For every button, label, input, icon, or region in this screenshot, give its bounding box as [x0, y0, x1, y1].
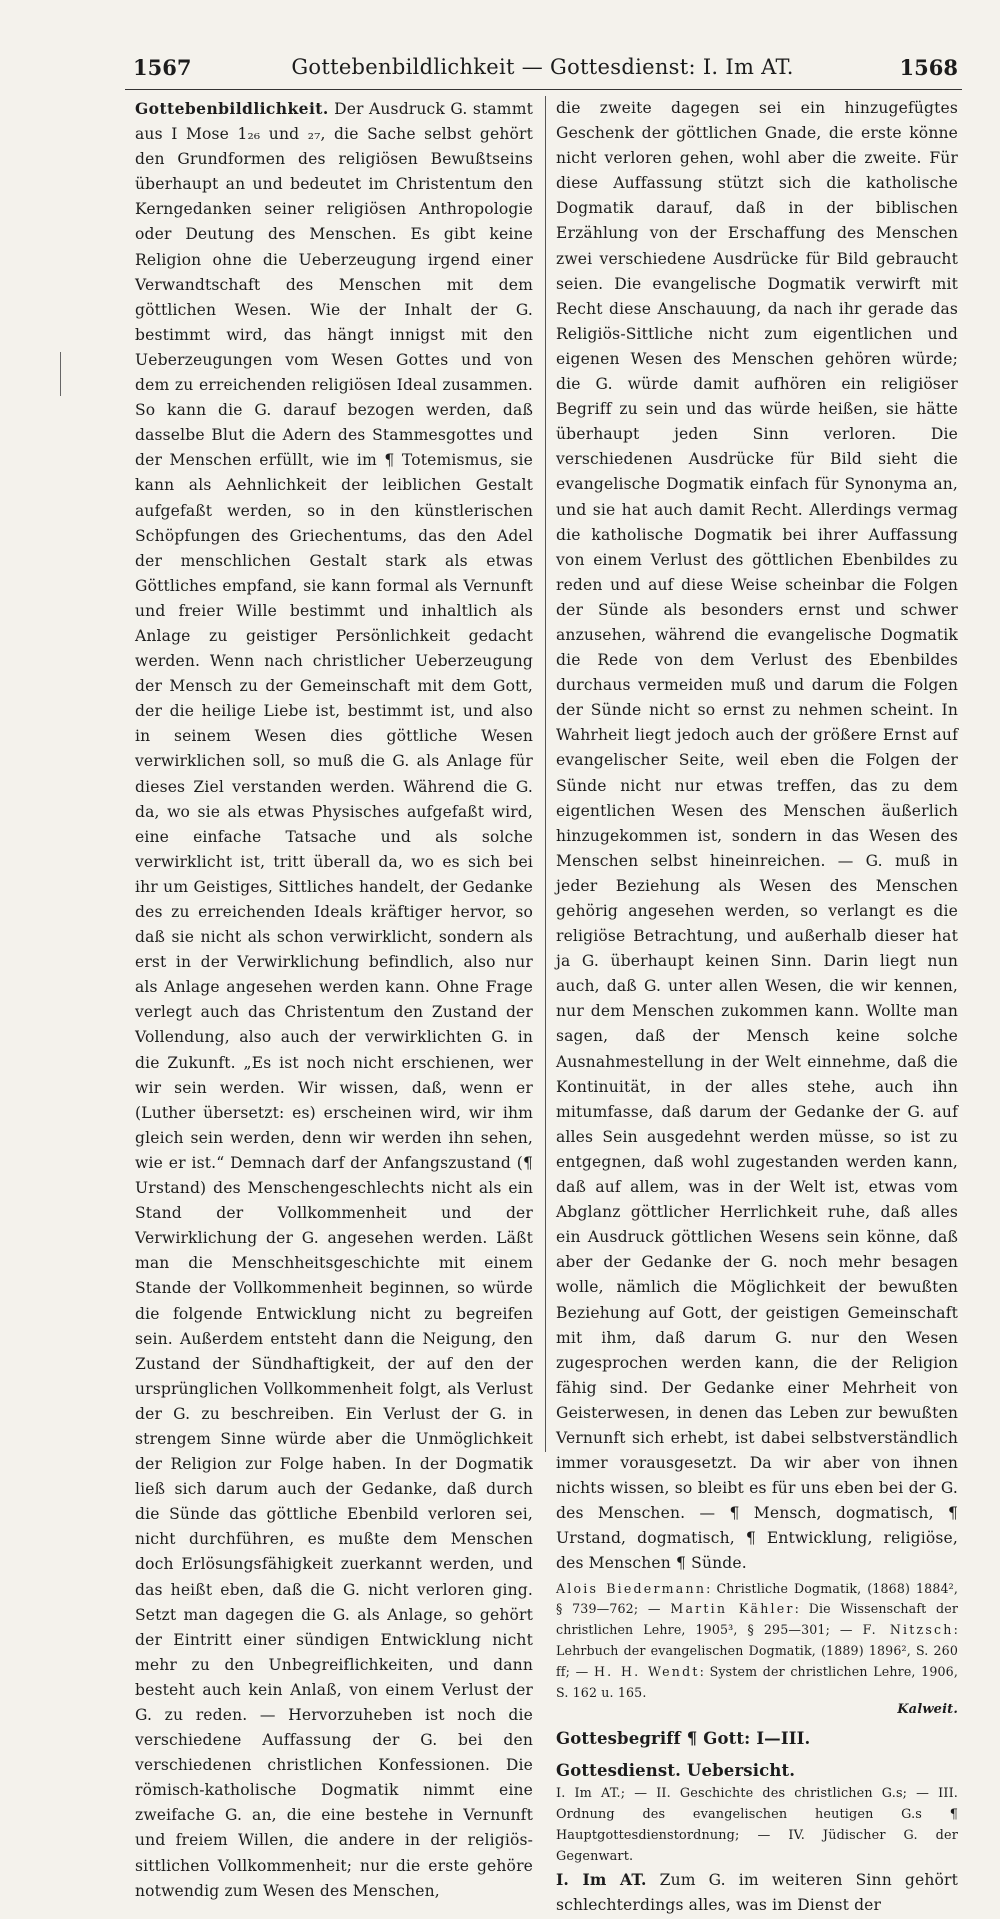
page-number-right: 1568 [899, 55, 958, 80]
article-lemma: Gottebenbildlichkeit. [135, 99, 329, 118]
margin-mark [60, 352, 61, 396]
bibliography [556, 1579, 958, 1704]
ref-text: : System der christlichen Lehre, 1906, S. 162 u. 165. [556, 1663, 958, 1700]
ref-text: : Lehrbuch der evangelischen Dogmatik, (1889) 1896², S. 260 ff; — [556, 1622, 958, 1679]
ref-author: Martin Kähler [670, 1601, 795, 1617]
right-column [556, 96, 958, 1919]
page-header [125, 55, 960, 83]
header-rule [125, 89, 962, 90]
section-label: I. Im AT. [556, 1870, 647, 1890]
ref-author: H. H. Wendt [593, 1663, 700, 1679]
column-divider [545, 96, 546, 1452]
article-overview: I. Im AT.; — II. Geschichte des christlichen G.s; — III. Ordnung des evangelischen heutigen G.s ¶ Hauptgottesdienstordnung; — IV. Jüdischer G. der Gegenwart. [556, 1786, 958, 1865]
article-body-left: Der Ausdruck G. stammt aus I Mose 1₂₆ und ₂₇, die Sache selbst gehört den Grundformen des religiösen Bewußtseins überhaupt an und bedeutet im Christentum den Kerngedanken seiner religiösen Anthropologie oder Deutung des Menschen. Es gibt keine Religion ohne die Ueberzeugung irgend einer Verwandtschaft des Menschen mit dem göttlichen Wesen. Wie der Inhalt der G. bestimmt wird, das hängt innigst mit den Ueberzeugungen vom Wesen Gottes und von dem zu erreichenden religiösen Ideal zusammen. So kann die G. darauf bezogen werden, daß dasselbe Blut die Adern des Stammesgottes und der Menschen erfüllt, wie im ¶ Totemismus, sie kann als Aehnlichkeit der leiblichen Gestalt aufgefaßt werden, so in den künstlerischen Schöpfungen des Griechentums, das den Adel der menschlichen Gestalt stark als etwas Göttliches empfand, sie kann formal als Vernunft und freier Wille bestimmt und inhaltlich als Anlage zu geistiger Persönlichkeit gedacht werden. Wenn nach christlicher Ueberzeugung der Mensch zu der Gemeinschaft mit dem Gott, der die heilige Liebe ist, bestimmt ist, und also in seinem Wesen dies göttliche Wesen verwirklichen soll, so muß die G. als Anlage für dieses Ziel verstanden werden. Während die G. da, wo sie als etwas Physisches aufgefaßt wird, eine einfache Tatsache und als solche verwirklicht ist, tritt überall da, wo es sich bei ihr um Geistiges, Sittliches handelt, der Gedanke des zu erreichenden Ideals kräftiger hervor, so daß sie nicht als schon verwirklicht, sondern als erst in der Verwirklichung befindlich, also nur als Anlage angesehen werden kann. Ohne Frage verlegt auch das Christentum den Zustand der Vollendung, also auch der verwirklichten G. in die Zukunft. „Es ist noch nicht erschienen, wer wir sein werden. Wir wissen, daß, wenn er (Luther übersetzt: es) erscheinen wird, wir ihm gleich sein werden, denn wir werden ihn sehen, wie er ist.“ Demnach darf der Anfangszustand (¶ Urstand) des Menschengeschlechts nicht als ein Stand der Vollkommenheit und der Verwirklichung der G. angesehen werden. Läßt man die Menschheitsgeschichte mit einem Stande der Vollkommenheit beginnen, so würde die folgende Entwicklung nicht zu begreifen sein. Außerdem entsteht dann die Neigung, den Zustand der Sündhaftigkeit, der auf den der ursprünglichen Vollkommenheit folgt, als Verlust der G. zu beschreiben. Ein Verlust der G. in strengem Sinne würde aber die Unmöglichkeit der Religion zur Folge haben. In der Dogmatik ließ sich darum auch der Gedanke, daß durch die Sünde das göttliche Ebenbild verloren sei, nicht durchführen, es mußte dem Menschen doch Erlösungsfähigkeit zuerkannt werden, und das heißt eben, daß die G. nicht verloren ging. Setzt man dagegen die G. als Anlage, so gehört der Eintritt einer sündigen Entwicklung nicht mehr zu den Unbegreiflichkeiten, und dann besteht auch kein Anlaß, von einem Verlust der G. zu reden. — Hervorzuheben ist noch die verschiedene Auffassung der G. bei den verschiedenen christlichen Konfessionen. Die römisch-katholische Dogmatik nimmt eine zweifache G. an, die eine bestehe in Vernunft und freiem Willen, die andere in der religiös-sittlichen Vollkommenheit; nur die erste gehöre notwendig zum Wesen des Menschen, [135, 100, 533, 1900]
section-text: Zum G. im weiteren Sinn gehört schlechterdings alles, was im Dienst der [556, 1871, 958, 1915]
ref-author: F. Nitzsch [862, 1622, 954, 1638]
ref-author: Alois Biedermann [556, 1580, 707, 1596]
running-title: Gottebenbildlichkeit — Gottesdienst: I. Im AT. [291, 55, 794, 79]
ref-text: : Christliche Dogmatik, (1868) 1884², § 739—762; — [556, 1580, 958, 1617]
left-column [135, 96, 533, 1904]
article-author: Kalweit. [897, 1702, 958, 1718]
article-body-right: die zweite dagegen sei ein hinzugefügtes Geschenk der göttlichen Gnade, die erste könne nicht verloren gehen, wohl aber die zweite. Für diese Auffassung stützt sich die katholische Dogmatik darauf, daß in der biblischen Erzählung von der Erschaffung des Menschen zwei verschiedene Ausdrücke für Bild gebraucht seien. Die evangelische Dogmatik verwirft mit Recht diese Anschauung, da nach ihr gerade das Religiös-Sittliche nicht zum eigentlichen und eigenen Wesen des Menschen gehören würde; die G. würde damit aufhören ein religiöser Begriff zu sein und das würde heißen, sie hätte überhaupt jeden Sinn verloren. Die verschiedenen Ausdrücke für Bild sieht die evangelische Dogmatik einfach für Synonyma an, und sie hat auch damit Recht. Allerdings vermag die katholische Dogmatik bei ihrer Auffassung von einem Verlust des göttlichen Ebenbildes zu reden und auf diese Weise scheinbar die Folgen der Sünde als besonders ernst und schwer anzusehen, während die evangelische Dogmatik die Rede von dem Verlust des Ebenbildes durchaus vermeiden muß und darum die Folgen der Sünde nicht so ernst zu nehmen scheint. In Wahrheit liegt jedoch auch der größere Ernst auf evangelischer Seite, weil eben die Folgen der Sünde nicht nur etwas treffen, das zu dem eigentlichen Wesen des Menschen äußerlich hinzugekommen ist, sondern in das Wesen des Menschen selbst hineinreichen. — G. muß in jeder Beziehung als Wesen des Menschen gehörig angesehen werden, so verlangt es die religiöse Betrachtung, und außerhalb dieser hat ja G. überhaupt keinen Sinn. Darin liegt nun auch, daß G. unter allen Wesen, die wir kennen, nur dem Menschen zukommen kann. Wollte man sagen, daß der Mensch keine solche Ausnahmestellung in der Welt einnehme, daß die Kontinuität, in der alles stehe, auch ihn mitumfasse, daß darum der Gedanke der G. auf alles Sein ausgedehnt werden müsse, so ist zu entgegnen, daß wohl zugestanden werden kann, daß auf allem, was in der Welt ist, etwas vom Abglanz göttlicher Herrlichkeit ruhe, daß alles ein Ausdruck göttlichen Wesens sein könne, daß aber der Gedanke der G. noch mehr besagen wolle, nämlich die Möglichkeit der bewußten Beziehung auf Gott, der geistigen Gemeinschaft mit ihm, daß darum G. nur den Wesen zugesprochen werden kann, die der Religion fähig sind. Der Gedanke einer Mehrheit von Geisterwesen, in denen das Leben zur bewußten Vernunft sich erhebt, ist dabei selbstverständlich immer vorausgesetzt. Da wir aber von ihnen nichts wissen, so bleibt es für uns eben bei der G. des Menschen. — ¶ Mensch, dogmatisch, ¶ Urstand, dogmatisch, ¶ Entwicklung, religiöse, des Menschen ¶ Sünde. [556, 99, 958, 1573]
article-paragraph [135, 96, 533, 1904]
page-number-left: 1567 [133, 55, 192, 80]
section-paragraph [556, 1867, 958, 1918]
ref-text: : Die Wissenschaft der christlichen Lehre, 1905³, § 295—301; — [556, 1601, 959, 1638]
next-article-heading: Gottesdienst. Uebersicht. [556, 1761, 796, 1781]
cross-reference-heading: Gottesbegriff ¶ Gott: I—III. [556, 1729, 811, 1749]
